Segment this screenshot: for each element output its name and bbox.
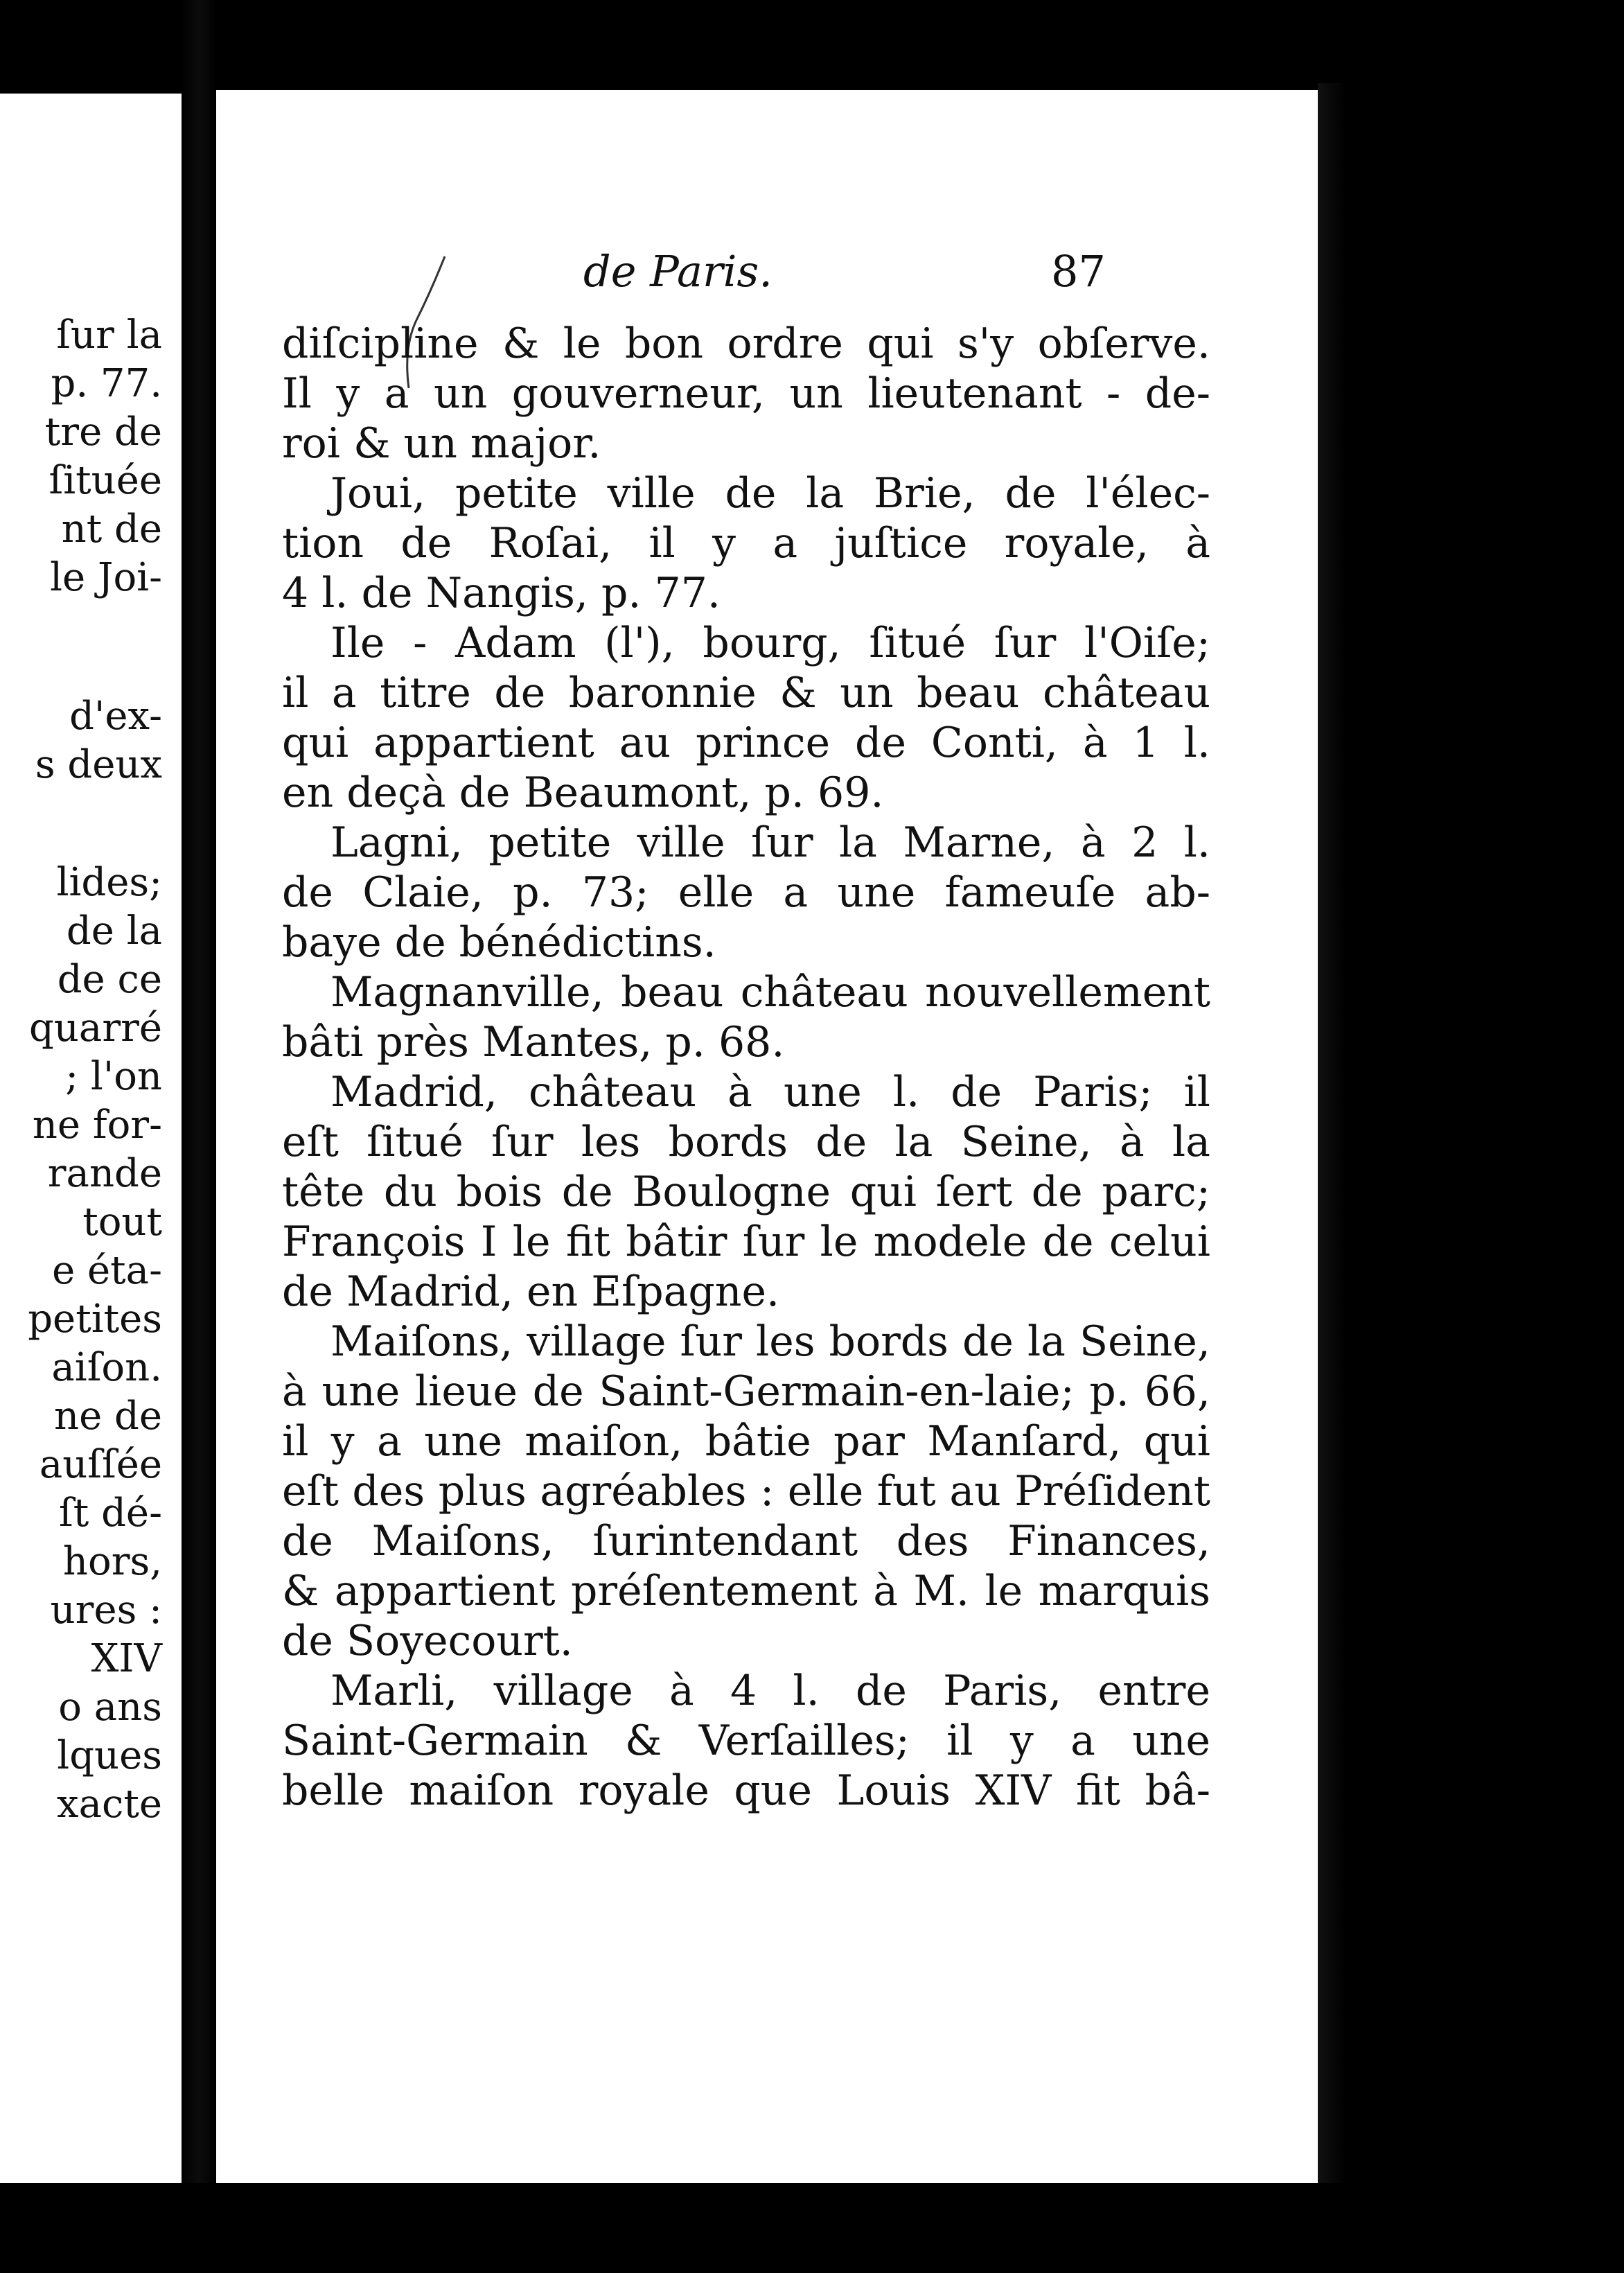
left-line: de ce bbox=[57, 957, 162, 1002]
text-line: belle maiſon royale que Louis XIV fit bâ- bbox=[282, 1766, 1210, 1815]
text-line: Ile - Adam (l'), bourg, ſitué ſur l'Oiſe; bbox=[330, 619, 1210, 667]
left-line: XIV bbox=[91, 1636, 162, 1681]
text-line: de Maiſons, ſurintendant des Finances, bbox=[282, 1517, 1210, 1565]
left-line: ne de bbox=[54, 1394, 162, 1439]
left-line: de la bbox=[66, 909, 162, 954]
left-line: le Joi- bbox=[50, 555, 162, 600]
bottom-dark-band bbox=[0, 2183, 1624, 2273]
text-line: il a titre de baronnie & un beau château bbox=[282, 669, 1210, 717]
left-line: ſt dé- bbox=[59, 1491, 162, 1536]
left-line: lques bbox=[57, 1733, 162, 1778]
left-line: o ans bbox=[58, 1685, 162, 1730]
left-line: lides; bbox=[56, 860, 162, 905]
left-line: auſſée bbox=[39, 1442, 162, 1487]
running-title: de Paris. bbox=[583, 246, 773, 297]
text-line: de Soyecourt. bbox=[282, 1617, 573, 1665]
text-line: 4 l. de Nangis, p. 77. bbox=[282, 569, 721, 617]
text-line: à une lieue de Saint-Germain-en-laie; p. 66, bbox=[282, 1367, 1210, 1416]
left-page-fragment bbox=[0, 94, 182, 2183]
text-line: & appartient préſentement à M. le marquis bbox=[282, 1567, 1210, 1615]
left-line: ; l'on bbox=[65, 1054, 162, 1099]
text-line: tête du bois de Boulogne qui ſert de parc; bbox=[282, 1168, 1210, 1216]
text-line: diſcipline & le bon ordre qui s'y obſerve. bbox=[282, 319, 1210, 368]
text-line: baye de bénédictins. bbox=[282, 918, 716, 967]
text-line: Il y a un gouverneur, un lieutenant - de- bbox=[282, 369, 1210, 418]
text-line: qui appartient au prince de Conti, à 1 l. bbox=[282, 719, 1210, 767]
left-line: rande bbox=[47, 1151, 162, 1196]
left-line: nt de bbox=[61, 507, 162, 552]
left-line: e éta- bbox=[52, 1248, 162, 1293]
text-line: Saint-Germain & Verſailles; il y a une bbox=[282, 1717, 1210, 1765]
left-line: quarré bbox=[29, 1006, 162, 1051]
left-line: petites bbox=[28, 1297, 162, 1342]
text-line: roi & un major. bbox=[282, 419, 601, 468]
text-line: Magnanville, beau château nouvellement bbox=[330, 968, 1210, 1017]
text-line: de Madrid, en Eſpagne. bbox=[282, 1267, 780, 1316]
text-line: Marli, village à 4 l. de Paris, entre bbox=[330, 1667, 1210, 1715]
text-line: eſt ſitué ſur les bords de la Seine, à la bbox=[282, 1118, 1210, 1166]
left-line: xacte bbox=[57, 1782, 162, 1827]
right-dark-edge bbox=[1318, 83, 1624, 2273]
page-header bbox=[216, 246, 1318, 301]
left-line: ſituée bbox=[48, 458, 162, 503]
left-line: tre de bbox=[44, 410, 162, 455]
text-line: Madrid, château à une l. de Paris; il bbox=[330, 1068, 1210, 1116]
left-line: ne for- bbox=[32, 1103, 162, 1148]
right-page bbox=[216, 90, 1318, 2183]
page-number: 87 bbox=[1051, 246, 1106, 297]
left-line: hors, bbox=[62, 1539, 162, 1584]
text-line: tion de Roſai, il y a juſtice royale, à bbox=[282, 519, 1210, 568]
text-line: Maiſons, village ſur les bords de la Seine, bbox=[330, 1317, 1210, 1366]
left-line: tout bbox=[82, 1200, 162, 1245]
text-line: bâti près Mantes, p. 68. bbox=[282, 1018, 785, 1067]
text-line: Joui, petite ville de la Brie, de l'élec- bbox=[330, 469, 1210, 518]
left-line: s deux bbox=[35, 742, 162, 787]
text-line: Lagni, petite ville ſur la Marne, à 2 l. bbox=[330, 818, 1210, 867]
left-line: ſur la bbox=[56, 313, 162, 358]
book-gutter bbox=[182, 0, 216, 2273]
text-line: François I le fit bâtir ſur le modele de celui bbox=[282, 1218, 1210, 1266]
left-line: p. 77. bbox=[51, 361, 162, 406]
text-line: il y a une maiſon, bâtie par Manſard, qui bbox=[282, 1417, 1210, 1466]
text-line: en deçà de Beaumont, p. 69. bbox=[282, 769, 884, 817]
text-line: de Claie, p. 73; elle a une fameuſe ab- bbox=[282, 868, 1210, 917]
text-line: eſt des plus agréables : elle fut au Préſident bbox=[282, 1467, 1210, 1516]
left-line: d'ex- bbox=[69, 694, 162, 739]
left-line: aiſon. bbox=[51, 1345, 162, 1390]
left-line: ures : bbox=[50, 1588, 162, 1633]
